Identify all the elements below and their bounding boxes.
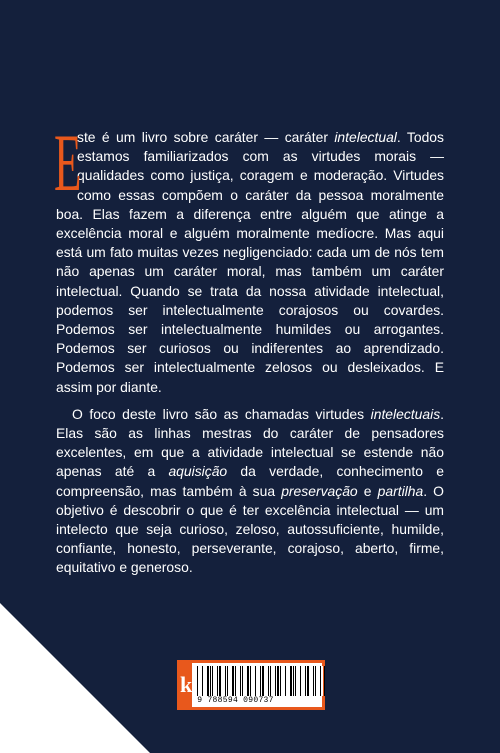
isbn-barcode-box (177, 660, 325, 710)
barcode-bar (247, 666, 249, 696)
barcode (192, 663, 331, 707)
barcode-bar (305, 666, 306, 696)
barcode-bar (283, 666, 284, 696)
barcode-bar (280, 666, 281, 696)
barcode-bar (200, 666, 201, 696)
dropcap-letter: E (54, 117, 82, 208)
barcode-bar (300, 666, 301, 696)
publisher-logo-icon (180, 663, 192, 707)
barcode-bar (242, 666, 243, 696)
barcode-bar (260, 666, 261, 696)
paragraph2-segment: da verdade, conhecimento e compreensão, mas também à sua (56, 463, 444, 499)
barcode-bar (230, 666, 231, 696)
barcode-bar (277, 666, 279, 696)
barcode-bar (290, 666, 292, 696)
barcode-bar (250, 666, 251, 696)
paragraph2-segment: preservação (281, 482, 358, 499)
barcode-bar (302, 666, 303, 696)
paragraph2-segment: O foco deste livro são as chamadas virtudes (72, 405, 371, 422)
paragraph1-segment: . Todos estamos familiarizados com as virtudes morais — qualidades como justiça, coragem e moderação. Virtudes como essas compõem o caráter da pessoa moralmente boa. Elas fazem a diferença entre alguém que atinge a excelência moral e alguém moralmente medíocre. Mas aqui está um fato muitas vezes negligenciado: cada um de nós tem não apenas um caráter moral, mas também um caráter intelectual. Quando se trata da nossa atividade intelectual, podemos ser intelectualmente corajosos ou covardes. Podemos ser intelectualmente humildes ou arrogantes. Podemos ser curiosos ou indiferentes ao aprendizado. Podemos ser intelectualmente zelosos ou desleixados. E assim por diante. (56, 129, 444, 395)
barcode-bar (257, 666, 258, 696)
paragraph2-segment: partilha (377, 482, 424, 499)
barcode-bar (232, 666, 234, 696)
barcode-bar (255, 666, 256, 696)
barcode-bar (310, 666, 311, 696)
barcode-bar (295, 666, 296, 696)
barcode-bar (240, 666, 241, 696)
barcode-bar (313, 666, 314, 696)
barcode-bar (212, 666, 213, 696)
publisher-logo-glyph: k (180, 672, 193, 697)
barcode-bar (268, 666, 269, 696)
barcode-bar (215, 666, 216, 696)
paragraph2-segment: intelectuais (370, 405, 441, 422)
paragraph2-segment: e (357, 482, 378, 499)
barcode-bar (272, 666, 273, 696)
paragraph1-segment: intelectual (334, 129, 397, 145)
barcode-bar (322, 666, 323, 696)
barcode-bar (227, 666, 228, 696)
barcode-bar (207, 666, 209, 696)
barcode-bar (238, 666, 239, 696)
barcode-bar (219, 666, 221, 696)
barcode-bar (320, 666, 321, 696)
white-corner-triangle (0, 603, 150, 753)
barcode-bar (270, 666, 271, 696)
barcode-bars (197, 666, 327, 696)
barcode-bar (202, 666, 203, 696)
barcode-bar (298, 666, 299, 696)
paragraph2-segment: . Elas são as linhas mestras do caráter de pensadores excelentes, em que a atividade intelectual se estende não apenas até a (56, 405, 444, 480)
barcode-bar (204, 666, 205, 696)
back-cover-text (54, 117, 444, 578)
barcode-bar (253, 666, 254, 696)
paragraph1-segment: ste é um livro sobre caráter — caráter (77, 129, 335, 145)
barcode-bar (210, 666, 211, 696)
paragraph-1 (54, 117, 444, 397)
barcode-bar (293, 666, 294, 696)
barcode-bar (324, 666, 325, 696)
barcode-bar (315, 666, 316, 696)
barcode-bar (285, 666, 286, 696)
paragraph2-segment: . O objetivo é descobrir o que é ter excelência intelectual — um intelecto que seja curioso, zeloso, autossuficiente, humilde, confiante, honesto, perseverante, corajoso, aberto, firme, equitativo e generoso. (56, 482, 444, 576)
barcode-bar (275, 666, 276, 696)
barcode-bar (287, 666, 288, 696)
paragraph-2 (56, 405, 444, 578)
barcode-bar (217, 666, 218, 696)
barcode-bar (307, 666, 309, 696)
isbn-digits: 9 788594 090737 (197, 696, 274, 705)
barcode-bar (235, 666, 236, 696)
barcode-bar (223, 666, 224, 696)
barcode-bar (265, 666, 266, 696)
paragraph2-segment: aquisição (168, 463, 228, 480)
barcode-bar (317, 666, 318, 696)
barcode-bar (225, 666, 226, 696)
barcode-bar (262, 666, 264, 696)
barcode-bar (245, 666, 246, 696)
barcode-bar (197, 666, 198, 696)
